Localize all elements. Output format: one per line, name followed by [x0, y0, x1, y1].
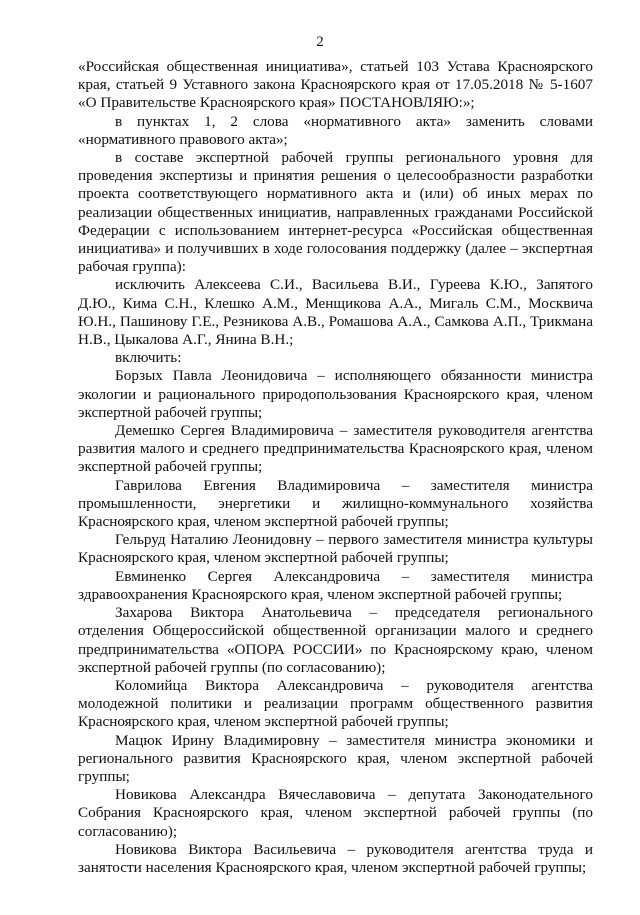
paragraph-expert-group: в составе экспертной рабочей группы регионального уровня для проведения экспертизы и принятия решения о целесообразности разработки проекта соответствующего нормативного акта и (или) об иных мерах по реализации общественных инициатив, направленных гражданами Российской Федерации с использованием интернет-ресурса «Российская общественная инициатива» и получивших в ходе голосования поддержку (далее – экспертная рабочая группа): — [78, 149, 593, 276]
member-entry: Новикова Александра Вячеславовича – депутата Законодательного Собрания Красноярского края, членом экспертной рабочей группы (по согласованию); — [78, 786, 593, 840]
member-entry: Новикова Виктора Васильевича – руководителя агентства труда и занятости населения Красноярского края, членом экспертной рабочей группы; — [78, 840, 593, 876]
member-entry: Демешко Сергея Владимировича – заместителя руководителя агентства развития малого и среднего предпринимательства Красноярского края, членом экспертной рабочей группы; — [78, 422, 593, 476]
paragraph-intro: «Российская общественная инициатива», статьей 103 Устава Красноярского края, статьей 9 Уставного закона Красноярского края от 17.05.2018 № 5-1607 «О Правительстве Красноярского края» ПОСТАНОВЛЯЮ:»; — [78, 58, 593, 112]
paragraph-exclude: исключить Алексеева С.И., Васильева В.И., Гуреева К.Ю., Запятого Д.Ю., Кима С.Н., Клешко А.М., Менщикова А.А., Мигаль С.М., Москвича Ю.Н., Пашинову Г.Е., Резникова А.В., Ромашова А.А., Самкова А.П., Трикмана Н.В., Цыкалова А.Г., Янина В.Н.; — [78, 276, 593, 349]
paragraph-amend-points: в пунктах 1, 2 слова «нормативного акта» заменить словами «нормативного правового акта»; — [78, 112, 593, 148]
member-entry: Коломийца Виктора Александровича – руководителя агентства молодежной политики и реализации программ общественного развития Красноярского края, членом экспертной рабочей группы; — [78, 676, 593, 731]
member-entry: Гельруд Наталию Леонидовну – первого заместителя министра культуры Красноярского края, членом экспертной рабочей группы; — [78, 531, 593, 567]
member-entry: Захарова Виктора Анатольевича – председателя регионального отделения Общероссийской общественной организации малого и среднего предпринимательства «ОПОРА РОССИИ» по Красноярскому краю, членом экспертной рабочей группы (по согласованию); — [78, 604, 593, 676]
member-entry: Мацюк Ирину Владимировну – заместителя министра экономики и регионального развития Красноярского края, членом экспертной рабочей группы; — [78, 731, 593, 785]
document-body — [78, 58, 593, 877]
paragraph-include-heading: включить: — [115, 349, 182, 367]
member-entry: Борзых Павла Леонидовича – исполняющего обязанности министра экологии и рационального природопользования Красноярского края, членом экспертной рабочей группы; — [78, 367, 593, 421]
page-number: 2 — [316, 34, 324, 50]
member-entry: Гаврилова Евгения Владимировича – заместителя министра промышленности, энергетики и жилищно-коммунального хозяйства Красноярского края, членом экспертной рабочей группы; — [78, 476, 593, 531]
member-entry: Евминенко Сергея Александровича – заместителя министра здравоохранения Красноярского края, членом экспертной рабочей группы; — [78, 567, 593, 603]
